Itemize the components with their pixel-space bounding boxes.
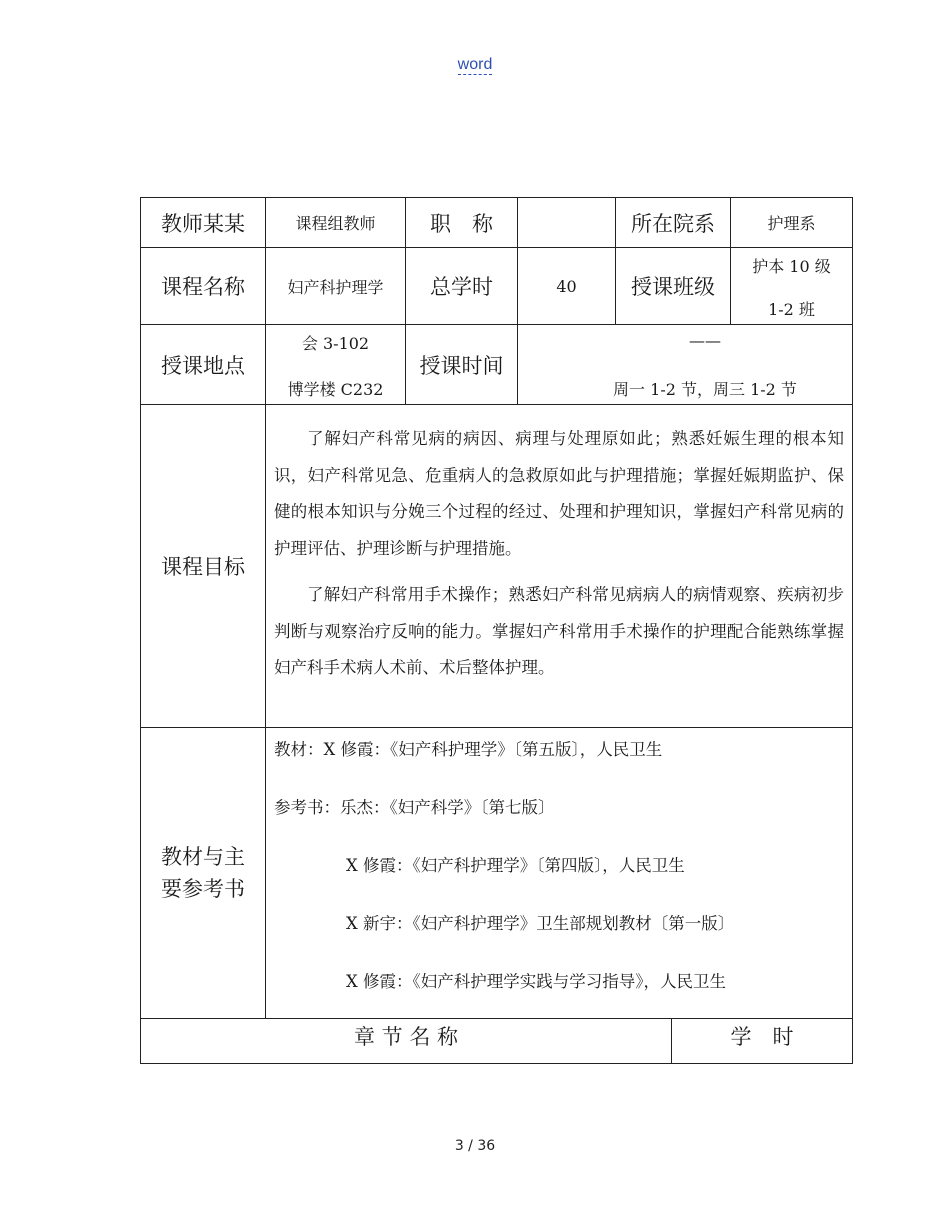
total-hours-value-cell: 40 — [517, 247, 616, 325]
textbook-item: 参考书：乐杰：《妇产科学》〔第七版〕 — [274, 798, 555, 817]
textbooks-label-line1: 教材与主 — [161, 845, 245, 869]
chapter-name-header-cell: 章 节 名 称 — [140, 1018, 672, 1064]
chapter-hours-header-cell: 学 时 — [671, 1018, 853, 1064]
class-value-cell — [730, 247, 853, 325]
textbook-item: X 新宇：《妇产科护理学》卫生部规划教材〔第一版〕 — [346, 914, 735, 933]
time-line2: 周一 1-2 节，周三 1-2 节 — [613, 380, 797, 399]
page-indicator: 3 / 36 — [454, 1138, 496, 1154]
objectives-content-cell — [265, 404, 853, 728]
location-value-cell — [265, 324, 406, 405]
location-line1: 会 3-102 — [301, 334, 370, 353]
course-name-value-cell: 妇产科护理学 — [265, 247, 406, 325]
course-info-table — [140, 197, 853, 1064]
class-label-cell: 授课班级 — [615, 247, 731, 325]
objectives-paragraph-1: 了解妇产科常见病的病因、病理与处理原如此；熟悉妊娠生理的根本知识，妇产科常见急、危重病人的急救原如此与护理措施；掌握妊娠期监护、保健的根本知识与分娩三个过程的经过、处理和护理知识，掌握妇产科常见病的护理评估、护理诊断与护理措施。 — [274, 429, 844, 558]
textbooks-label-cell — [140, 727, 266, 1019]
textbook-item: X 修霞：《妇产科护理学》〔第四版〕，人民卫生 — [346, 856, 685, 875]
objectives-paragraph-2: 了解妇产科常用手术操作；熟悉妇产科常见病病人的病情观察、疾病初步判断与观察治疗反响的能力。掌握妇产科常用手术操作的护理配合能熟练掌握妇产科手术病人术前、术后整体护理。 — [274, 585, 844, 677]
total-hours-label-cell: 总学时 — [405, 247, 518, 325]
department-label-cell: 所在院系 — [615, 197, 731, 248]
textbooks-content-cell — [265, 727, 853, 1019]
header-word-link[interactable] — [0, 56, 950, 74]
textbook-item: 教材：X 修霞：《妇产科护理学》〔第五版〕，人民卫生 — [274, 740, 663, 759]
teacher-name-cell: 教师某某 — [140, 197, 266, 248]
title-label-cell: 职 称 — [405, 197, 518, 248]
time-value-cell — [517, 324, 853, 405]
class-value-line2: 1-2 班 — [768, 300, 815, 319]
location-line2: 博学楼 C232 — [287, 380, 384, 399]
objectives-label-cell: 课程目标 — [140, 404, 266, 728]
header-link-text[interactable]: word — [457, 56, 493, 73]
time-line1: —— — [689, 331, 721, 350]
time-label-cell: 授课时间 — [405, 324, 518, 405]
course-name-label-cell: 课程名称 — [140, 247, 266, 325]
title-value-cell — [517, 197, 616, 248]
department-value-cell: 护理系 — [730, 197, 853, 248]
textbooks-label-line2: 要参考书 — [161, 877, 245, 901]
teacher-value-cell: 课程组教师 — [265, 197, 406, 248]
location-label-cell: 授课地点 — [140, 324, 266, 405]
class-value-line1: 护本 10 级 — [752, 257, 831, 276]
textbook-item: X 修霞：《妇产科护理学实践与学习指导》，人民卫生 — [346, 972, 726, 991]
